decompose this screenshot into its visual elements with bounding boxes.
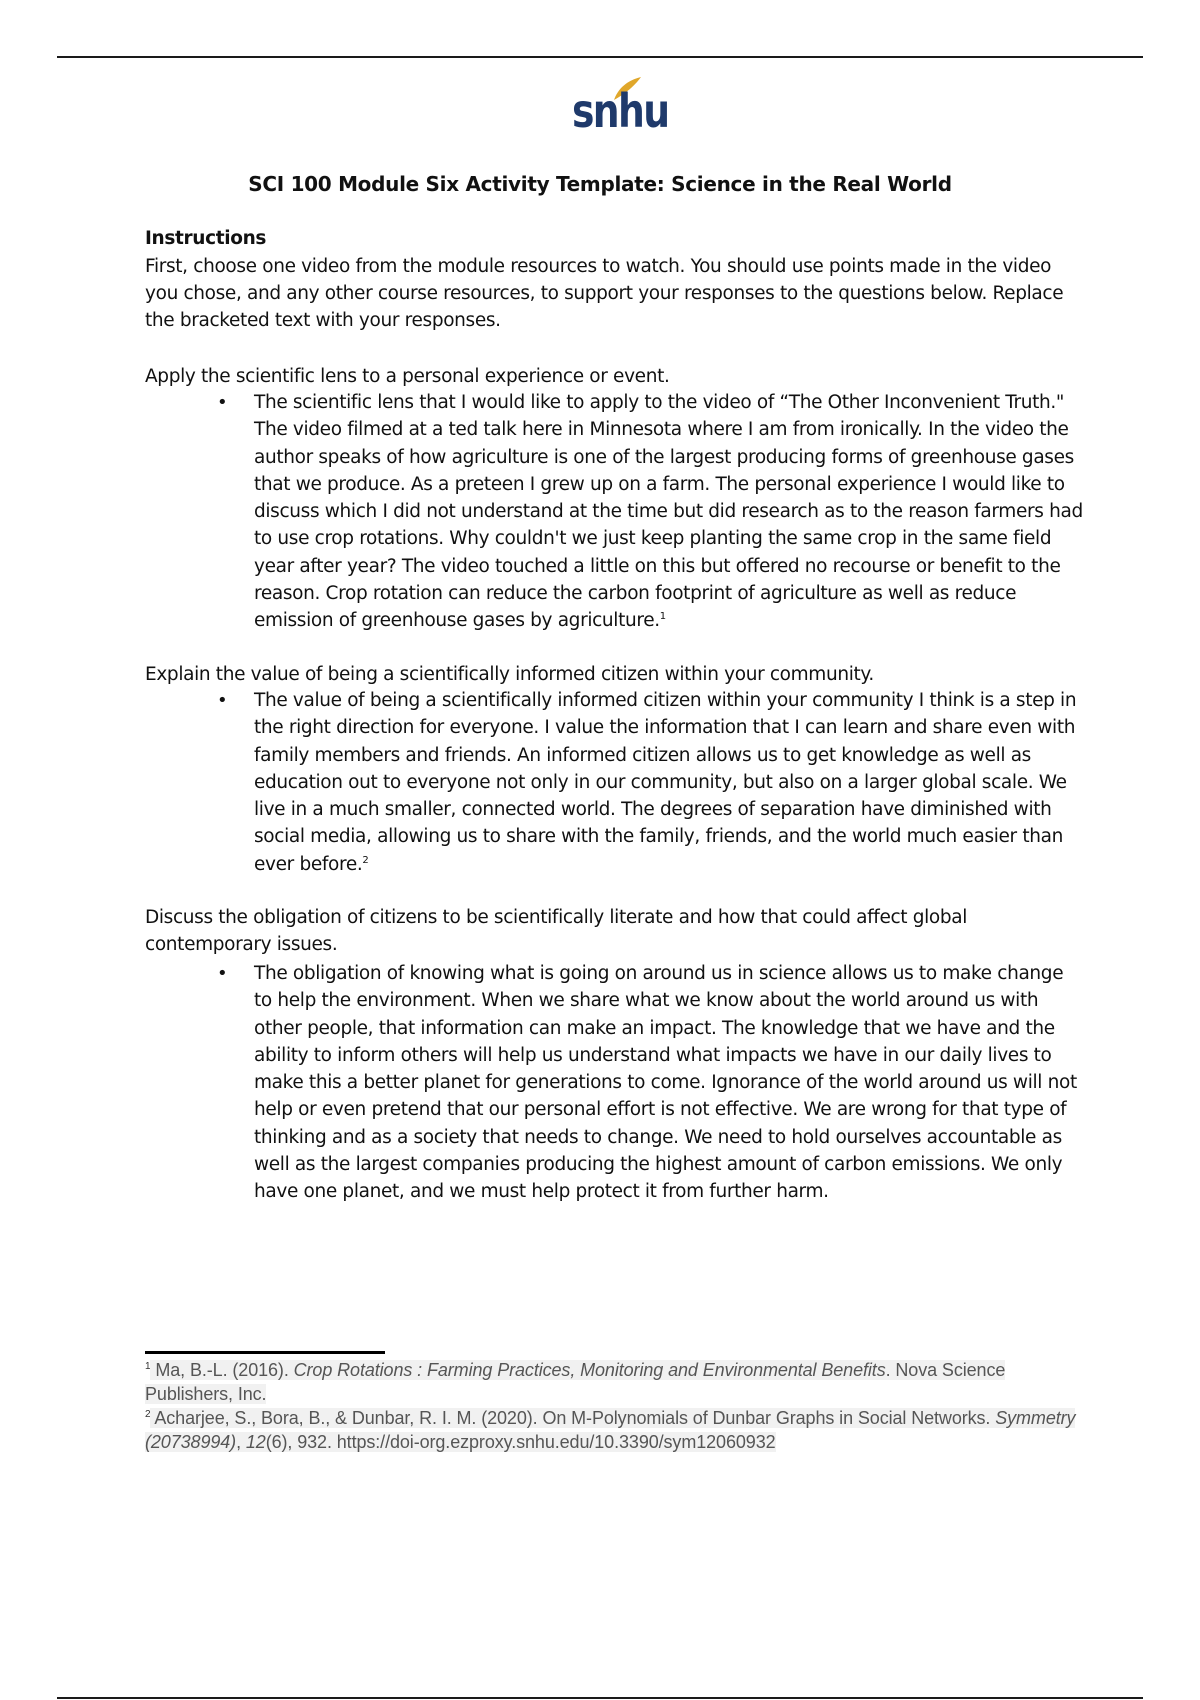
footnote-1-authors: Ma, B.-L. (2016). bbox=[150, 1360, 294, 1380]
footnote-2-authors: Acharjee, S., Bora, B., & Dunbar, R. I. M. (2020). On M-Polynomials of Dunbar Graphs in Social Networks. bbox=[150, 1408, 996, 1428]
response-text-1: The scientific lens that I would like to apply to the video of “The Other Inconvenient Truth." The video filmed at a ted talk here in Minnesota where I am from ironically. In the video the author speaks of how agriculture is one of the largest producing forms of greenhouse gases that we produce. As a preteen I grew up on a farm. The personal experience I would like to discuss which I did not understand at the time but did research as to the reason farmers had to use crop rotations. Why couldn't we just keep planting the same crop in the same field year after year? The video touched a little on this but offered no recourse or benefit to the reason. Crop rotation can reduce the carbon footprint of agriculture as well as reduce emission of greenhouse gases by agriculture. bbox=[254, 392, 1083, 632]
logo-wordmark: snhu bbox=[572, 84, 669, 138]
bullet-icon: • bbox=[217, 690, 228, 711]
bullet-icon: • bbox=[217, 963, 228, 984]
footnote-ref-1[interactable]: 1 bbox=[659, 611, 666, 623]
question-prompt-2: Explain the value of being a scientifically informed citizen within your community. bbox=[145, 664, 874, 685]
footnote-separator bbox=[145, 1351, 385, 1354]
response-item-3 bbox=[217, 960, 1086, 1206]
bullet-icon: • bbox=[217, 392, 228, 413]
footnote-number-1: 1 bbox=[145, 1361, 151, 1372]
response-text-3: The obligation of knowing what is going on around us in science allows us to make change to help the environment. When we share what we know about the world around us with other people, that information can make an impact. The knowledge that we have and the ability to inform others will help us understand what impacts we have in our daily lives to make this a better planet for generations to come. Ignorance of the world around us will not help or even pretend that our personal effort is not effective. We are wrong for that type of thinking and as a society that needs to change. We need to hold ourselves accountable as well as the largest companies producing the highest amount of carbon emissions. We only have one planet, and we must help protect it from further harm. bbox=[254, 963, 1077, 1203]
page-title: SCI 100 Module Six Activity Template: Science in the Real World bbox=[248, 172, 952, 196]
footnote-number-2: 2 bbox=[145, 1409, 151, 1420]
footnote-2-volume: 12 bbox=[245, 1432, 266, 1452]
snhu-logo bbox=[570, 74, 669, 144]
footnote-2-rest[interactable]: (6), 932. https://doi-org.ezproxy.snhu.edu/10.3390/sym12060932 bbox=[265, 1432, 776, 1452]
footnote-1-title: Crop Rotations : Farming Practices, Monitoring and Environmental Benefits bbox=[293, 1360, 886, 1380]
response-item-2 bbox=[217, 687, 1086, 878]
footnote-ref-2[interactable]: 2 bbox=[362, 854, 369, 866]
footnote-1 bbox=[145, 1358, 1080, 1406]
bottom-rule bbox=[57, 1697, 1143, 1699]
response-item-1 bbox=[217, 389, 1086, 635]
response-text-2: The value of being a scientifically informed citizen within your community I think is a step in the right direction for everyone. I value the information that I can learn and share even with family members and friends. An informed citizen allows us to get knowledge as well as education out to everyone not only in our community, but also on a larger global scale. We live in a much smaller, connected world. The degrees of separation have diminished with social media, allowing us to share with the family, friends, and the world much easier than ever before. bbox=[254, 690, 1077, 875]
footnote-2-journal: Symmetry (20738994) bbox=[145, 1408, 1076, 1452]
instructions-heading: Instructions bbox=[145, 228, 267, 249]
footnote-1-publisher: . Nova Science Publishers, Inc. bbox=[145, 1360, 1006, 1404]
question-prompt-1: Apply the scientific lens to a personal experience or event. bbox=[145, 366, 670, 387]
question-prompt-3: Discuss the obligation of citizens to be scientifically literate and how that could affect global contemporary issues. bbox=[145, 907, 968, 955]
footnote-2 bbox=[145, 1406, 1080, 1454]
footnote-2-separator: , bbox=[236, 1432, 246, 1452]
top-rule bbox=[57, 56, 1143, 58]
instructions-text: First, choose one video from the module resources to watch. You should use points made in the video you chose, and any other course resources, to support your responses to the questions below. Replace the bracketed text with your responses. bbox=[145, 256, 1064, 331]
